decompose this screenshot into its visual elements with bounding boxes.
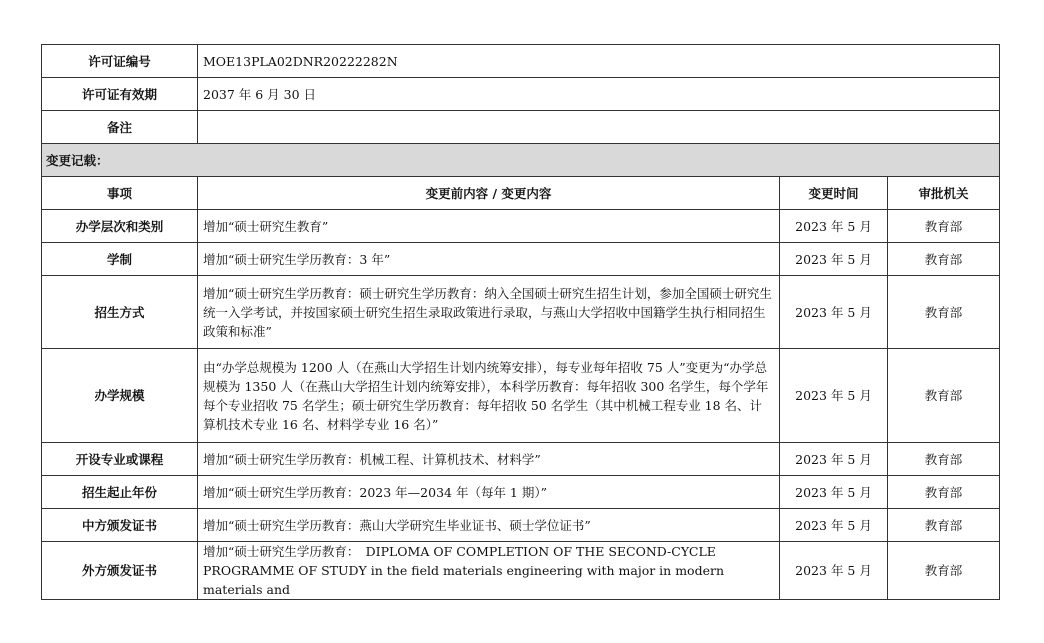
license-no-row (42, 45, 1000, 78)
table-row (42, 349, 1000, 443)
row-content: 增加“硕士研究生教育” (198, 210, 780, 243)
header-authority: 审批机关 (888, 177, 1000, 210)
row-authority: 教育部 (888, 276, 1000, 349)
row-time: 2023 年 5 月 (780, 476, 888, 509)
remark-label: 备注 (42, 111, 198, 144)
row-authority: 教育部 (888, 210, 1000, 243)
row-authority: 教育部 (888, 542, 1000, 600)
row-item: 中方颁发证书 (42, 509, 198, 542)
row-item: 开设专业或课程 (42, 443, 198, 476)
row-authority: 教育部 (888, 443, 1000, 476)
validity-row (42, 78, 1000, 111)
row-authority: 教育部 (888, 509, 1000, 542)
remark-row (42, 111, 1000, 144)
table-row (42, 443, 1000, 476)
table-row (42, 509, 1000, 542)
row-time: 2023 年 5 月 (780, 443, 888, 476)
row-content: 增加“硕士研究生学历教育：燕山大学研究生毕业证书、硕士学位证书” (198, 509, 780, 542)
row-time: 2023 年 5 月 (780, 276, 888, 349)
change-record-title: 变更记载： (42, 144, 1000, 177)
row-content: 由“办学总规模为 1200 人（在燕山大学招生计划内统筹安排），每专业每年招收 75 人”变更为“办学总规模为 1350 人（在燕山大学招生计划内统筹安排），本科学历教育：每年招收 300 名学生，每个学年每个专业招收 75 名学生；硕士研究生学历教育：每年招收 50 名学生（其中机械工程专业 18 名、计算机技术专业 16 名、材料学专业 16 名）” (198, 349, 780, 443)
license-no-label: 许可证编号 (42, 45, 198, 78)
row-item: 办学层次和类别 (42, 210, 198, 243)
validity-value: 2037 年 6 月 30 日 (198, 78, 1000, 111)
table-row (42, 276, 1000, 349)
header-time: 变更时间 (780, 177, 888, 210)
row-time: 2023 年 5 月 (780, 509, 888, 542)
row-time: 2023 年 5 月 (780, 542, 888, 600)
row-item: 办学规模 (42, 349, 198, 443)
header-content: 变更前内容 / 变更内容 (198, 177, 780, 210)
table-row (42, 243, 1000, 276)
row-time: 2023 年 5 月 (780, 210, 888, 243)
table-row (42, 476, 1000, 509)
license-change-table (41, 44, 1000, 600)
row-time: 2023 年 5 月 (780, 243, 888, 276)
row-authority: 教育部 (888, 476, 1000, 509)
row-content: 增加“硕士研究生学历教育： DIPLOMA OF COMPLETION OF THE SECOND-CYCLE PROGRAMME OF STUDY in the field materials engineering with major in modern materials and (198, 542, 780, 600)
row-content: 增加“硕士研究生学历教育：2023 年—2034 年（每年 1 期）” (198, 476, 780, 509)
table-row (42, 542, 1000, 600)
row-item: 学制 (42, 243, 198, 276)
row-content: 增加“硕士研究生学历教育：机械工程、计算机技术、材料学” (198, 443, 780, 476)
row-item: 招生方式 (42, 276, 198, 349)
change-record-row (42, 144, 1000, 177)
table-row (42, 210, 1000, 243)
row-content: 增加“硕士研究生学历教育：3 年” (198, 243, 780, 276)
row-content: 增加“硕士研究生学历教育：硕士研究生学历教育：纳入全国硕士研究生招生计划，参加全国硕士研究生统一入学考试，并按国家硕士研究生招生录取政策进行录取，与燕山大学招收中国籍学生执行相同招生政策和标准” (198, 276, 780, 349)
row-item: 招生起止年份 (42, 476, 198, 509)
row-time: 2023 年 5 月 (780, 349, 888, 443)
row-authority: 教育部 (888, 243, 1000, 276)
header-item: 事项 (42, 177, 198, 210)
row-authority: 教育部 (888, 349, 1000, 443)
row-item: 外方颁发证书 (42, 542, 198, 600)
license-no-value: MOE13PLA02DNR20222282N (198, 45, 1000, 78)
change-header-row (42, 177, 1000, 210)
validity-label: 许可证有效期 (42, 78, 198, 111)
remark-value (198, 111, 1000, 144)
